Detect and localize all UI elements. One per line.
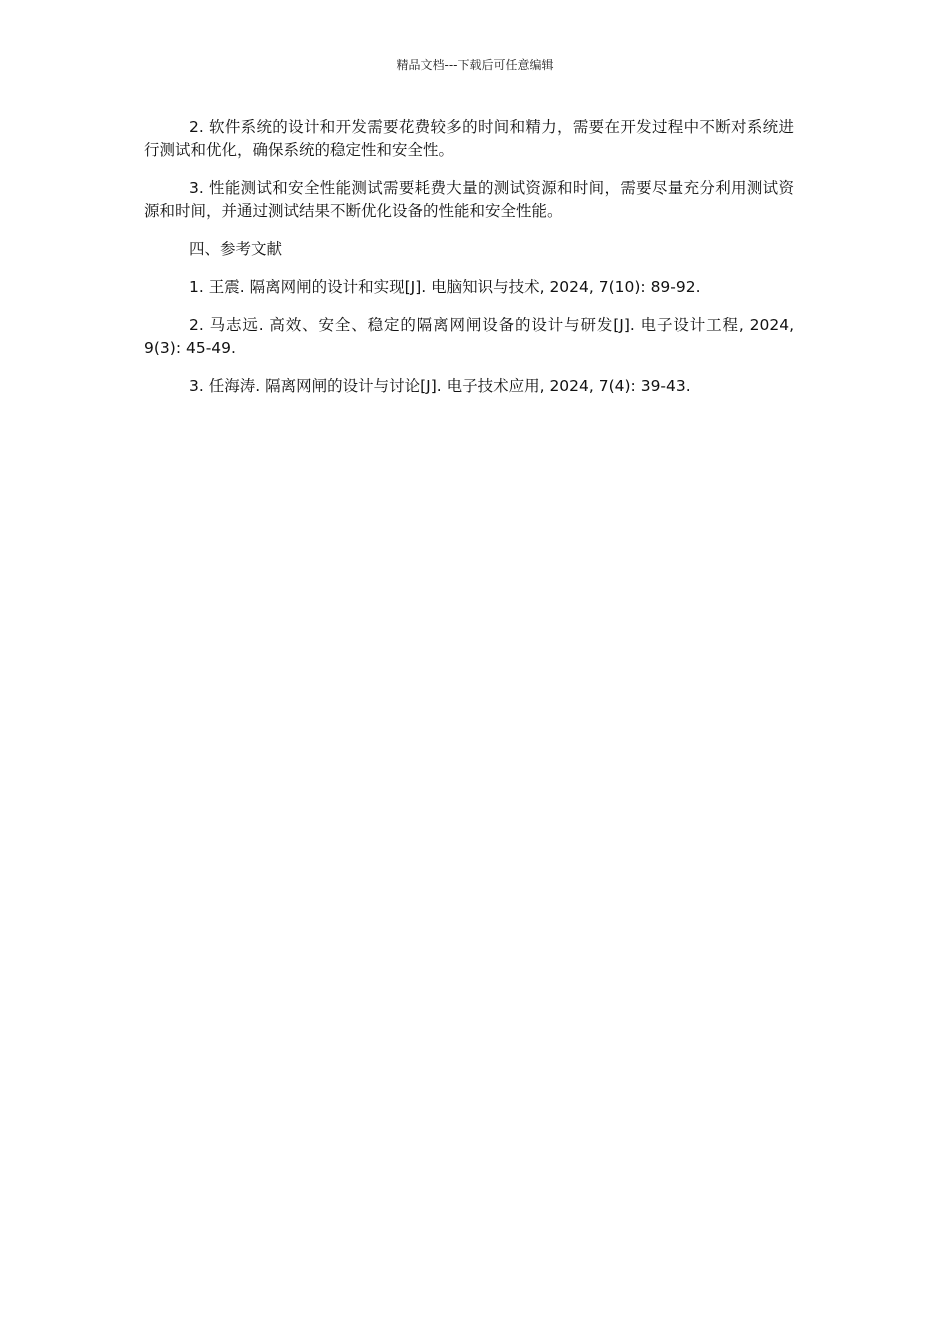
reference-item: 2. 马志远. 高效、安全、稳定的隔离网闸设备的设计与研发[J]. 电子设计工程, 2024, 9(3): 45-49. [144, 316, 794, 357]
reference-item: 3. 任海涛. 隔离网闸的设计与讨论[J]. 电子技术应用, 2024, 7(4): 39-43. [189, 377, 691, 395]
page-header: 精品文档---下载后可任意编辑 [396, 58, 554, 72]
section-heading: 四、参考文献 [189, 240, 283, 258]
document-body [144, 116, 794, 413]
body-paragraph: 2. 软件系统的设计和开发需要花费较多的时间和精力，需要在开发过程中不断对系统进行测试和优化，确保系统的稳定性和安全性。 [144, 118, 794, 159]
reference-item: 1. 王震. 隔离网闸的设计和实现[J]. 电脑知识与技术, 2024, 7(10): 89-92. [189, 278, 701, 296]
body-paragraph: 3. 性能测试和安全性能测试需要耗费大量的测试资源和时间，需要尽量充分利用测试资源和时间，并通过测试结果不断优化设备的性能和安全性能。 [144, 179, 794, 220]
